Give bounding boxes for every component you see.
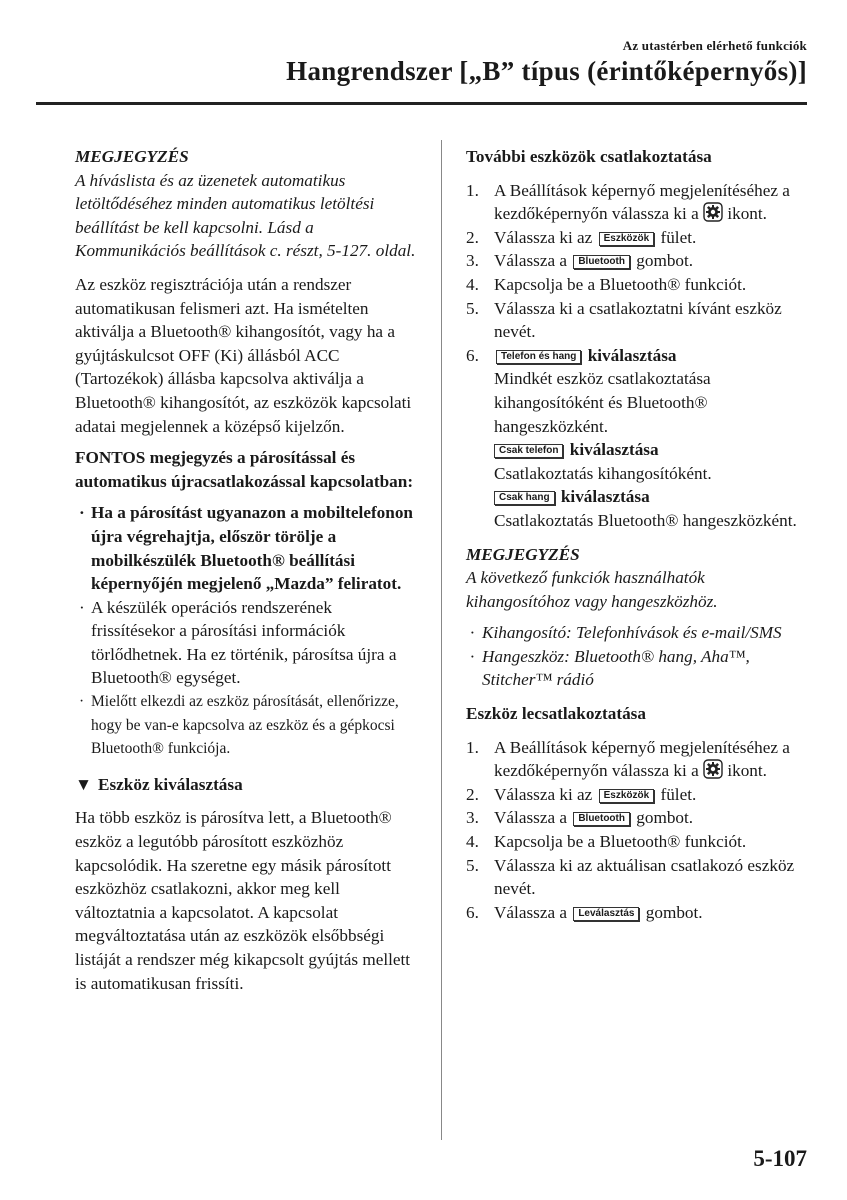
step xyxy=(466,783,811,807)
step-text: Válassza ki az xyxy=(494,784,593,804)
disconnect-heading: Eszköz lecsatlakoztatása xyxy=(466,704,646,724)
bullet-dot: · xyxy=(79,693,85,711)
list-item-text: Mielőtt elkezdi az eszköz párosítását, ellenőrizze, hogy be van-e kapcsolva az eszköz és a gépkocsi Bluetooth® funkciója. xyxy=(91,693,399,758)
step xyxy=(466,854,811,901)
paragraph: Ha több eszköz is párosítva lett, a Bluetooth® eszköz a legutóbb párosított eszközhöz kapcsolódik. Ha szeretne egy másik párosított eszközhöz csatlakozni, akkor meg kell változtatnia a kapcsolatot. A kapcsolat megváltoztatása után az eszközök elsőbbségi listáját a rendszer még kikapcsolt gyújtás mellett is automatikusan frissíti. xyxy=(75,808,411,993)
step-number: 1. xyxy=(466,737,479,757)
gear-icon xyxy=(703,202,723,222)
note-box xyxy=(466,543,811,693)
step-text: gombot. xyxy=(645,902,703,922)
step-number: 4. xyxy=(466,274,479,294)
disconnect-steps xyxy=(466,736,811,925)
column-divider xyxy=(441,140,442,1140)
step-text: Válassza ki az aktuálisan csatlakozó eszköz nevét. xyxy=(494,855,795,899)
step-text: A Beállítások képernyő megjelenítéséhez a kezdőképernyőn válassza ki a xyxy=(494,180,790,224)
step-number: 2. xyxy=(466,784,479,804)
devices-button[interactable]: Eszközök xyxy=(599,789,655,803)
bluetooth-button[interactable]: Bluetooth xyxy=(573,255,630,269)
step-text: fület. xyxy=(660,227,697,247)
step-number: 5. xyxy=(466,298,479,318)
triangle-down-icon: ▼ xyxy=(75,774,93,794)
step-number: 2. xyxy=(466,227,479,247)
step-number: 6. xyxy=(466,902,479,922)
list-item xyxy=(75,596,420,690)
step xyxy=(466,344,811,368)
gear-icon xyxy=(703,759,723,779)
bullet-dot: · xyxy=(79,597,85,617)
list-item-text: Hangeszköz: Bluetooth® hang, Aha™, Stitcher™ rádió xyxy=(482,646,750,690)
page-title: Hangrendszer [„B” típus (érintőképernyős)] xyxy=(286,56,807,86)
section-label: Az utastérben elérhető funkciók xyxy=(622,38,807,53)
connect-heading: További eszközök csatlakoztatása xyxy=(466,147,712,166)
step xyxy=(466,249,811,273)
step-6-options xyxy=(466,367,811,532)
step-text: Válassza a xyxy=(494,902,568,922)
step-number: 6. xyxy=(466,345,479,365)
phone-and-audio-button[interactable]: Telefon és hang xyxy=(496,350,581,364)
left-column xyxy=(75,145,420,1003)
list-item xyxy=(75,690,420,761)
option-description: Mindkét eszköz csatlakoztatása kihangosítóként és Bluetooth® hangeszközként. xyxy=(494,369,711,436)
list-item xyxy=(75,501,420,595)
right-column xyxy=(466,145,811,936)
step-text: ikont. xyxy=(727,761,767,781)
step-text: gombot. xyxy=(636,251,694,271)
step-text: kiválasztása xyxy=(587,345,677,365)
option-row xyxy=(494,438,811,462)
step xyxy=(466,226,811,250)
list-item-text: Kihangosító: Telefonhívások és e-mail/SMS xyxy=(482,623,782,643)
step-text: Válassza a xyxy=(494,251,568,271)
step-text: fület. xyxy=(660,784,697,804)
bullet-dot: · xyxy=(470,646,475,666)
list-item xyxy=(466,645,811,692)
step-text: Válassza ki az xyxy=(494,227,593,247)
list-item-text: Ha a párosítást ugyanazon a mobiltelefonon újra végrehajtja, először törölje a mobilkészülék Bluetooth® beállítási képernyőjén megjelenő „Mazda” feliratot. xyxy=(91,503,413,594)
audio-only-button[interactable]: Csak hang xyxy=(494,491,555,505)
page-number: 5-107 xyxy=(753,1146,807,1171)
option-label: kiválasztása xyxy=(560,487,650,507)
note-bullet-list xyxy=(466,621,811,692)
step-text: Válassza ki a csatlakoztatni kívánt eszköz nevét. xyxy=(494,298,782,342)
step-number: 1. xyxy=(466,180,479,200)
step-text: A Beállítások képernyő megjelenítéséhez a kezdőképernyőn válassza ki a xyxy=(494,737,790,781)
section-heading-text: Eszköz kiválasztása xyxy=(98,774,243,794)
connect-steps xyxy=(466,179,811,368)
step-number: 5. xyxy=(466,855,479,875)
disconnect-button[interactable]: Leválasztás xyxy=(573,907,639,921)
header-rule xyxy=(36,102,807,105)
bullet-dot: · xyxy=(79,503,85,523)
bluetooth-button[interactable]: Bluetooth xyxy=(573,812,630,826)
step-text: Kapcsolja be a Bluetooth® funkciót. xyxy=(494,274,747,294)
paragraph: Az eszköz regisztrációja után a rendszer automatikusan felismeri azt. Ha ismételten aktiválja a Bluetooth® kihangosítót, vagy ha a gyújtáskulcsot OFF (Ki) állásból ACC (Tartozékok) állásba kapcsolva aktiválja a Bluetooth® kihangosítót, az eszközök kapcsolati adatai megjelennek a középső kijelzőn. xyxy=(75,274,412,436)
step xyxy=(466,179,811,226)
option-description: Csatlakoztatás Bluetooth® hangeszközként. xyxy=(494,510,797,530)
step xyxy=(466,901,811,925)
step-text: ikont. xyxy=(727,204,767,224)
note-text: A következő funkciók használhatók kihangosítóhoz vagy hangeszközhöz. xyxy=(466,568,718,611)
step-text: Kapcsolja be a Bluetooth® funkciót. xyxy=(494,832,747,852)
phone-only-button[interactable]: Csak telefon xyxy=(494,444,563,458)
devices-button[interactable]: Eszközök xyxy=(599,232,655,246)
option-row xyxy=(494,485,811,509)
step xyxy=(466,736,811,783)
note-heading: MEGJEGYZÉS xyxy=(466,544,580,564)
list-item xyxy=(466,621,811,645)
note-heading: MEGJEGYZÉS xyxy=(75,147,189,166)
important-heading: FONTOS megjegyzés a párosítással és automatikus újracsatlakozással kapcsolatban: xyxy=(75,448,414,491)
option-description: Csatlakoztatás kihangosítóként. xyxy=(494,463,712,483)
step-number: 3. xyxy=(466,808,479,828)
step xyxy=(466,806,811,830)
bullet-dot: · xyxy=(470,623,475,643)
step xyxy=(466,273,811,297)
option-label: kiválasztása xyxy=(569,440,659,460)
list-item-text: A készülék operációs rendszerének frissítésekor a párosítási információk törlődhetnek. Ha ez történik, párosítsa újra a Bluetooth® egységet. xyxy=(91,597,397,688)
step-number: 4. xyxy=(466,832,479,852)
bullet-list xyxy=(75,501,420,761)
step-text: gombot. xyxy=(636,808,694,828)
note-box xyxy=(75,145,420,263)
step-number: 3. xyxy=(466,251,479,271)
section-heading xyxy=(75,773,420,797)
step xyxy=(466,830,811,854)
note-text: A híváslista és az üzenetek automatikus letöltődéséhez minden automatikus letöltési beállítást be kell kapcsolni. Lásd a Kommunikációs beállítások c. részt, 5-127. oldal. xyxy=(75,170,416,261)
step xyxy=(466,297,811,344)
step-text: Válassza a xyxy=(494,808,568,828)
